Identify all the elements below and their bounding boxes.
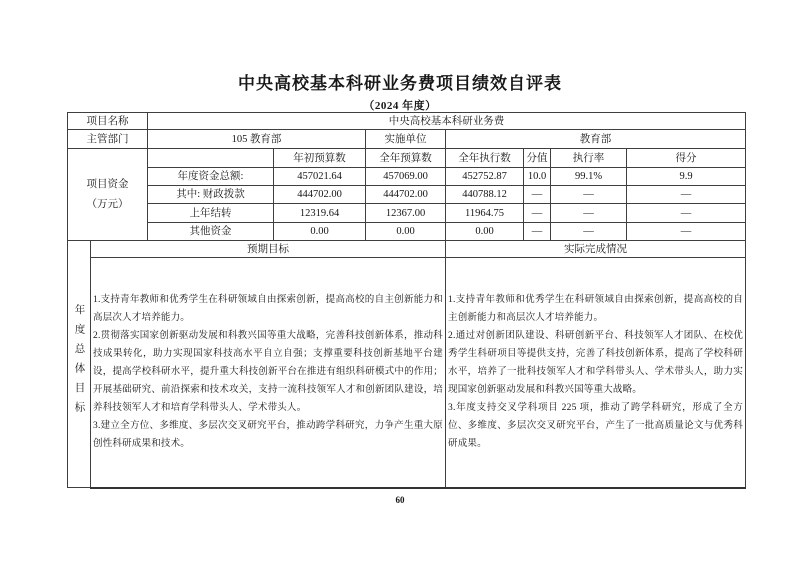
funding-row-label: 上年结转 — [148, 204, 274, 223]
document-subtitle: （2024 年度） — [363, 100, 437, 112]
funding-cell: 457069.00 — [366, 168, 446, 186]
funding-cell: — — [524, 204, 551, 223]
funding-header-row — [68, 149, 746, 168]
funding-cell: — — [524, 223, 551, 241]
funding-cell: 99.1% — [551, 168, 627, 186]
funding-header-initial-budget: 年初预算数 — [274, 149, 366, 168]
expected-goal-item: 1.支持青年教师和优秀学生在科研领域自由探索创新，提高高校的自主创新能力和高层次人才培养能力。 — [93, 295, 443, 324]
funding-cell: 452752.87 — [446, 168, 524, 186]
project-name-value: 中央高校基本科研业务费 — [148, 113, 746, 130]
funding-row-carryover — [68, 204, 746, 223]
funding-header-annual-budget: 全年预算数 — [366, 149, 446, 168]
expected-goals-cell — [91, 258, 446, 488]
funding-cell: 9.9 — [627, 168, 746, 186]
funding-header-empty — [148, 149, 274, 168]
funding-header-execution-rate: 执行率 — [551, 149, 627, 168]
funding-cell: — — [551, 186, 627, 204]
expected-goals-header: 预期目标 — [91, 241, 446, 258]
funding-header-score-weight: 分值 — [524, 149, 551, 168]
funding-row-label: 其他资金 — [148, 223, 274, 241]
funding-cell: — — [627, 204, 746, 223]
funding-cell: 0.00 — [446, 223, 524, 241]
funding-cell: 10.0 — [524, 168, 551, 186]
actual-completion-header: 实际完成情况 — [446, 241, 746, 258]
funding-row-total — [68, 168, 746, 186]
funding-cell: 444702.00 — [366, 186, 446, 204]
funding-cell: 0.00 — [274, 223, 366, 241]
evaluation-table — [67, 112, 746, 489]
funding-cell: 444702.00 — [274, 186, 366, 204]
funding-cell: 457021.64 — [274, 168, 366, 186]
funding-section-label-line2: （万元） — [86, 198, 129, 210]
funding-cell: 11964.75 — [446, 204, 524, 223]
funding-header-score: 得分 — [627, 149, 746, 168]
expected-goal-item: 2.贯彻落实国家创新驱动发展和科教兴国等重大战略，完善科技创新体系，推动科技成果转化，助力实现国家科技高水平自立自强；支撑重要科技创新基地平台建设，提高学校科研水平，提升重大科技创新平台在推进有组织科研模式中的作用；开展基础研究、前沿探索和技术攻关，支持一流科技领军人才和创新团队建设，培养科技领军人才和培育学科带头人、学术带头人。 — [93, 331, 443, 414]
funding-cell: — — [627, 223, 746, 241]
project-name-label: 项目名称 — [68, 113, 148, 130]
funding-section-label — [68, 149, 148, 241]
document-title: 中央高校基本科研业务费项目绩效自评表 — [238, 74, 562, 93]
funding-row-label: 年度资金总额: — [148, 168, 274, 186]
department-row — [68, 130, 746, 149]
funding-row-label: 其中: 财政拨款 — [148, 186, 274, 204]
funding-cell: — — [551, 204, 627, 223]
funding-row-fiscal — [68, 186, 746, 204]
project-name-row — [68, 113, 746, 130]
goals-header-row — [68, 241, 746, 258]
funding-section-label-line1: 项目资金 — [86, 178, 129, 190]
funding-cell: 12367.00 — [366, 204, 446, 223]
actual-completion-item: 2.通过对创新团队建设、科研创新平台、科技领军人才团队、在校优秀学生科研项目等提供支持，完善了科技创新体系，提高了学校科研水平，培养了一批科技领军人才和学科带头人、学术带头人，助力实现国家创新驱动发展和科教兴国等重大战略。 — [448, 331, 744, 396]
funding-cell: — — [524, 186, 551, 204]
funding-cell: 12319.64 — [274, 204, 366, 223]
department-value: 105 教育部 — [148, 130, 366, 149]
funding-cell: 0.00 — [366, 223, 446, 241]
department-label: 主管部门 — [68, 130, 148, 149]
implementing-unit-label: 实施单位 — [366, 130, 446, 149]
funding-cell: 440788.12 — [446, 186, 524, 204]
page-number: 60 — [395, 495, 405, 505]
annual-goal-row-label-text: 年度总体目标 — [73, 303, 85, 421]
actual-completion-cell — [446, 258, 746, 488]
actual-completion-item: 3.年度支持交叉学科项目 225 项，推动了跨学科研究，形成了全方位、多维度、多层次交叉研究平台，产生了一批高质量论文与优秀科研成果。 — [448, 403, 744, 450]
funding-row-other — [68, 223, 746, 241]
goals-content-row — [68, 258, 746, 488]
annual-goal-row-label — [68, 241, 91, 488]
actual-completion-item: 1.支持青年教师和优秀学生在科研领域自由探索创新，提高高校的自主创新能力和高层次人才培养能力。 — [448, 295, 744, 324]
funding-header-annual-execution: 全年执行数 — [446, 149, 524, 168]
expected-goal-item: 3.建立全方位、多维度、多层次交叉研究平台，推动跨学科研究，力争产生重大原创性科研成果和技术。 — [93, 421, 443, 450]
funding-cell: — — [551, 223, 627, 241]
implementing-unit-value: 教育部 — [446, 130, 746, 149]
funding-cell: — — [627, 186, 746, 204]
